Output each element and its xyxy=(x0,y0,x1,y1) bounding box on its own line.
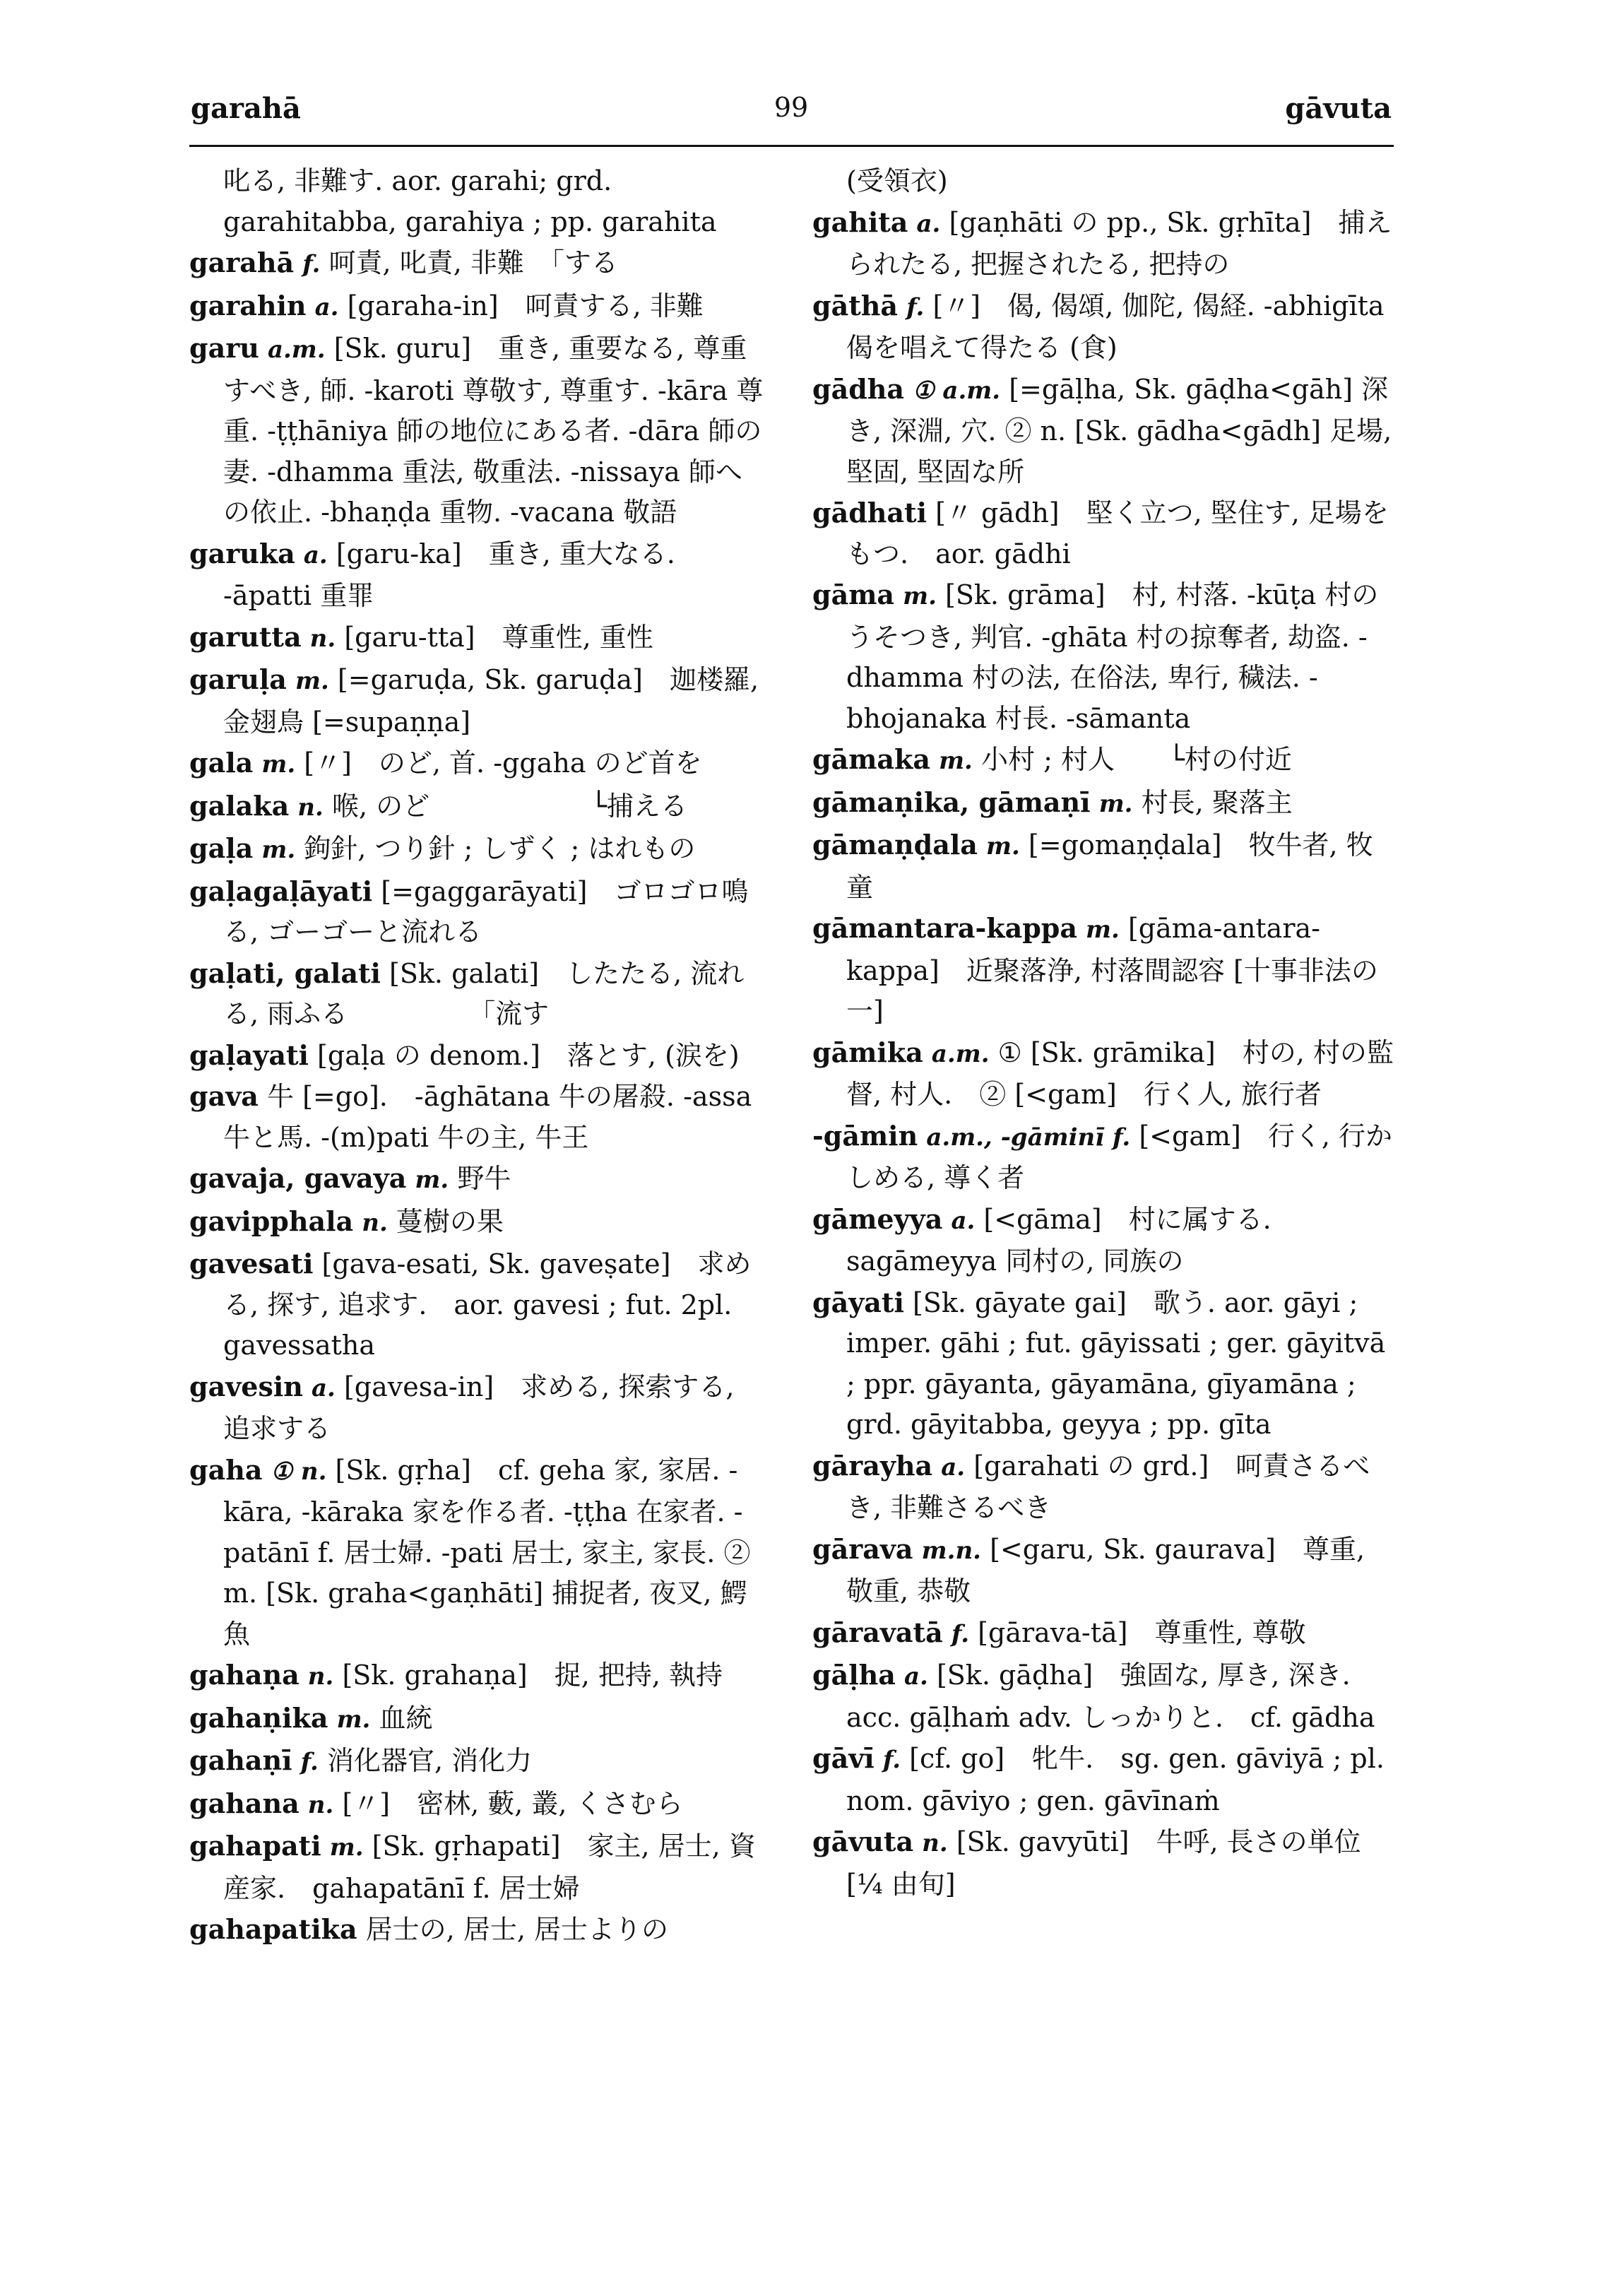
entry-grammar: a. xyxy=(951,1206,976,1235)
entry-headword: gārayha xyxy=(812,1449,933,1482)
dictionary-entry xyxy=(189,1783,769,1826)
dictionary-entry xyxy=(812,782,1399,825)
entry-definition: 小村 ; 村人 └村の付近 xyxy=(980,744,1292,775)
entry-headword: garu xyxy=(189,332,259,364)
entry-grammar: n. xyxy=(309,624,336,653)
entry-grammar: m. xyxy=(295,667,329,695)
left-column xyxy=(189,161,769,1951)
entry-definition: 村長, 聚落主 xyxy=(1141,786,1293,818)
entry-grammar: n. xyxy=(307,1662,334,1691)
entry-grammar: a.m., -gāminī f. xyxy=(926,1123,1131,1152)
dictionary-entry xyxy=(812,1199,1399,1282)
entry-definition: (受領衣) xyxy=(846,165,948,196)
entry-grammar: m. xyxy=(415,1166,449,1194)
entry-headword: gahapati xyxy=(189,1830,321,1862)
entry-headword: garahin xyxy=(189,289,307,321)
entry-headword: gādha xyxy=(812,372,905,405)
dictionary-entry xyxy=(812,285,1399,369)
entry-grammar: f. xyxy=(882,1746,901,1774)
entry-headword: gahita xyxy=(812,206,908,238)
entry-definition: 喉, のど └捕える xyxy=(331,790,687,822)
entry-definition: [〃] 密林, 藪, 叢, くさむら xyxy=(342,1787,683,1819)
entry-headword: gaḷagaḷāyati xyxy=(189,875,373,907)
entry-definition: 呵責, 叱責, 非難 「する xyxy=(328,247,618,278)
entry-grammar: m. xyxy=(329,1833,364,1862)
entry-headword: gahana xyxy=(189,1787,300,1819)
entry-grammar: m. xyxy=(986,832,1020,861)
entry-headword: gahaṇika xyxy=(189,1701,328,1734)
entry-headword: gaḷayati xyxy=(189,1039,309,1071)
dictionary-entry xyxy=(812,1282,1399,1445)
entry-headword: garutta xyxy=(189,620,302,653)
dictionary-entry xyxy=(812,908,1399,1032)
entry-grammar: n. xyxy=(307,1790,334,1819)
entry-definition: [Sk. grāma] 村, 村落. -kūṭa 村のうそつき, 判官. -ghāta 村の掠奪者, 劫盗. -dhamma 村の法, 在俗法, 卑行, 穢法. -bhojanaka 村長. -sāmanta xyxy=(846,579,1379,734)
entry-grammar: m.n. xyxy=(921,1536,982,1565)
dictionary-entry xyxy=(189,659,769,743)
entry-headword: gāmika xyxy=(812,1036,923,1068)
entry-grammar: a. xyxy=(903,1662,928,1691)
entry-definition: [garahati の grd.] 呵責さるべき, 非難さるべき xyxy=(846,1450,1370,1523)
entry-headword: gaḷa xyxy=(189,832,254,864)
entry-definition: [Sk. gavyūti] 牛呼, 長さの単位 [¼ 由旬] xyxy=(846,1826,1361,1900)
dictionary-entry xyxy=(812,1445,1399,1529)
entry-headword: -gāmin xyxy=(812,1119,918,1152)
entry-definition: ① [Sk. grāmika] 村の, 村の監督, 村人. ② [<gam] 行く人, 旅行者 xyxy=(846,1036,1394,1110)
dictionary-entry xyxy=(189,285,769,329)
right-guide-word: gāvuta xyxy=(1285,92,1392,125)
entry-headword: gahapatika xyxy=(189,1913,357,1945)
entry-definition: [〃] 偈, 偈頌, 伽陀, 偈経. -abhigīta 偈を唱えて得たる (食) xyxy=(846,290,1385,363)
entry-definition: [=gomaṇḍala] 牧牛者, 牧童 xyxy=(846,829,1373,903)
dictionary-entry xyxy=(189,1909,769,1951)
entry-grammar: m. xyxy=(1098,789,1133,818)
dictionary-entry xyxy=(812,369,1399,493)
entry-grammar: m. xyxy=(939,747,973,775)
entry-headword: gaha xyxy=(189,1453,263,1486)
entry-headword: gādhati xyxy=(812,497,927,528)
entry-grammar: m. xyxy=(1086,916,1120,944)
entry-headword: gārava xyxy=(812,1532,913,1565)
right-column xyxy=(812,161,1399,1905)
dictionary-entry xyxy=(189,1366,769,1450)
dictionary-entry xyxy=(189,1243,769,1366)
entry-headword: gāvī xyxy=(812,1742,875,1774)
entry-grammar: a.m. xyxy=(267,336,326,364)
left-guide-word: garahā xyxy=(191,92,301,125)
entry-grammar: n. xyxy=(362,1208,388,1237)
entry-headword: galaka xyxy=(189,789,290,822)
entry-headword: gahaṇī xyxy=(189,1744,292,1776)
entry-definition: 鉤針, つり針 ; しずく ; はれもの xyxy=(304,833,696,864)
entry-definition: 蔓樹の果 xyxy=(396,1205,504,1237)
dictionary-entry xyxy=(189,1740,769,1783)
dictionary-entry xyxy=(189,1035,769,1077)
dictionary-entry xyxy=(812,1612,1399,1655)
entry-definition: [gārava-tā] 尊重性, 尊敬 xyxy=(978,1616,1306,1648)
entry-definition: [〃] のど, 首. -ggaha のど首を xyxy=(304,747,702,779)
entry-definition: [=gāḷha, Sk. gāḍha<gāh] 深き, 深淵, 穴. ② n. [Sk. gādha<gādh] 足場, 堅固, 堅固な所 xyxy=(846,373,1392,487)
entry-grammar: ① a.m. xyxy=(913,376,1001,405)
entry-headword: gāvuta xyxy=(812,1826,914,1857)
dictionary-entry xyxy=(189,1076,769,1158)
entry-definition: [Sk. gṛha] cf. geha 家, 家居. -kāra, -kāraka 家を作る者. -ṭṭha 在家者. -patānī f. 居士婦. -pati 居士, 家主, 家長. ② m. [Sk. graha<gaṇhāti] 捕捉者, 夜叉, 鰐魚 xyxy=(223,1454,751,1650)
dictionary-entry xyxy=(812,161,1399,202)
entry-grammar: a. xyxy=(303,540,328,569)
entry-definition: [gavesa-in] 求める, 探索する, 追求する xyxy=(223,1371,735,1444)
dictionary-entry xyxy=(189,786,769,829)
entry-grammar: n. xyxy=(297,793,324,822)
entry-headword: gāravatā xyxy=(812,1616,943,1648)
page-header xyxy=(191,92,1392,141)
entry-grammar: m. xyxy=(903,582,937,610)
entry-definition: [Sk. grahaṇa] 捉, 把持, 執持 xyxy=(342,1660,723,1691)
dictionary-entry xyxy=(812,1655,1399,1738)
entry-definition: [<gāma] 村に属する. sagāmeyya 同村の, 同族の xyxy=(846,1203,1272,1277)
entry-headword: gāmeyya xyxy=(812,1202,943,1235)
entry-definition: [=gaggarāyati] ゴロゴロ鳴る, ゴーゴーと流れる xyxy=(223,875,749,947)
entry-headword: gāthā xyxy=(812,289,898,321)
entry-definition: [Sk. galati] したたる, 流れる, 雨ふる 「流す xyxy=(223,957,745,1029)
dictionary-entry xyxy=(812,1529,1399,1612)
dictionary-entry xyxy=(812,492,1399,574)
entry-grammar: a.m. xyxy=(931,1039,990,1068)
entry-headword: garuḷa xyxy=(189,663,287,695)
dictionary-entry xyxy=(189,242,769,285)
entry-definition: 居士の, 居士, 居士よりの xyxy=(365,1914,668,1945)
entry-definition: 野牛 xyxy=(457,1163,511,1194)
entry-definition: [gava-esati, Sk. gaveṣate] 求める, 探す, 追求す. aor. gavesi ; fut. 2pl. gavessatha xyxy=(223,1248,752,1361)
dictionary-entry xyxy=(189,533,769,617)
entry-grammar: ① n. xyxy=(271,1457,327,1486)
entry-definition: [gaṇhāti の pp., Sk. gṛhīta] 捕えられたる, 把握されたる, 把持の xyxy=(846,206,1392,280)
entry-grammar: m. xyxy=(261,836,296,864)
entry-grammar: a. xyxy=(312,1373,336,1402)
entry-definition: [Sk. guru] 重き, 重要なる, 尊重すべき, 師. -karoti 尊敬す, 尊重す. -kāra 尊重. -ṭṭhāniya 師の地位にある者. -dāra 師の妻. -dhamma 重法, 敬重法. -nissaya 師への依止. -bhaṇḍa 重物. -vacana 敬語 xyxy=(223,333,764,528)
entry-definition: [gāma-antara-kappa] 近聚落浄, 村落間認容 [十事非法の一] xyxy=(846,913,1378,1027)
entry-definition: [〃 gādh] 堅く立つ, 堅住す, 足場をもつ. aor. gādhi xyxy=(846,497,1389,569)
dictionary-entry xyxy=(189,1655,769,1698)
entry-headword: gavesin xyxy=(189,1370,303,1402)
entry-definition: 消化器官, 消化力 xyxy=(326,1745,533,1776)
dictionary-entry xyxy=(189,953,769,1035)
entry-grammar: a. xyxy=(314,292,339,321)
entry-headword: gāmaṇika, gāmaṇī xyxy=(812,786,1091,818)
entry-headword: gavesati xyxy=(189,1248,314,1279)
dictionary-entry xyxy=(189,1450,769,1655)
dictionary-entry xyxy=(812,1032,1399,1116)
entry-headword: gaḷati, galati xyxy=(189,957,381,989)
entry-definition: [<gam] 行く, 行かしめる, 導く者 xyxy=(846,1120,1392,1193)
entry-grammar: a. xyxy=(941,1453,966,1482)
dictionary-entry xyxy=(189,743,769,786)
entry-grammar: m. xyxy=(336,1705,371,1734)
entry-grammar: a. xyxy=(916,209,941,238)
entry-definition: [garu-tta] 尊重性, 重性 xyxy=(344,621,653,653)
entry-grammar: f. xyxy=(906,292,925,321)
entry-headword: gahaṇa xyxy=(189,1659,300,1691)
dictionary-entry xyxy=(189,1826,769,1909)
entry-definition: [<garu, Sk. gaurava] 尊重, 敬重, 恭敬 xyxy=(846,1533,1365,1607)
entry-headword: gava xyxy=(189,1080,259,1112)
dictionary-entry xyxy=(812,1116,1399,1199)
entry-definition: [cf. go] 牝牛. sg. gen. gāviyā ; pl. nom. gāviyo ; gen. gāvīnaṁ xyxy=(846,1743,1385,1816)
entry-headword: gāmaka xyxy=(812,743,930,775)
entry-grammar: n. xyxy=(922,1829,948,1857)
entry-headword: gāmantara-kappa xyxy=(812,912,1077,944)
dictionary-entry xyxy=(812,1821,1399,1905)
dictionary-entry xyxy=(812,202,1399,285)
entry-grammar: m. xyxy=(261,750,296,779)
header-rule xyxy=(189,145,1394,147)
entry-grammar: f. xyxy=(300,1748,319,1776)
page-number: 99 xyxy=(774,92,809,123)
dictionary-entry xyxy=(189,1201,769,1244)
dictionary-entry xyxy=(189,328,769,533)
entry-grammar: f. xyxy=(302,250,321,278)
entry-definition: [Sk. gāḍha] 強固な, 厚き, 深き. acc. gāḷhaṁ adv. しっかりと. cf. gādha xyxy=(846,1660,1377,1733)
entry-grammar: f. xyxy=(951,1619,970,1648)
entry-headword: gala xyxy=(189,747,254,779)
entry-headword: gavipphala xyxy=(189,1205,354,1237)
entry-headword: gavaja, gavaya xyxy=(189,1162,407,1194)
entry-definition: [gaḷa の denom.] 落とす, (涙を) xyxy=(317,1039,740,1071)
dictionary-entry xyxy=(812,574,1399,739)
entry-definition: [Sk. gāyate gai] 歌う. aor. gāyi ; imper. gāhi ; fut. gāyissati ; ger. gāyitvā ; ppr. gāyanta, gāyamāna, gīyamāna ; grd. gāyitabba, geyya ; pp. gīta xyxy=(846,1287,1386,1440)
entry-definition: [=garuḍa, Sk. garuḍa] 迦楼羅, 金翅鳥 [=supaṇṇa] xyxy=(223,664,759,738)
entry-headword: gāma xyxy=(812,579,895,610)
entry-definition: [garaha-in] 呵責する, 非難 xyxy=(347,290,704,321)
dictionary-entry xyxy=(189,1698,769,1741)
dictionary-entry xyxy=(812,1738,1399,1821)
entry-definition: 牛 [=go]. -āghātana 牛の屠殺. -assa 牛と馬. -(m)pati 牛の主, 牛王 xyxy=(223,1081,752,1153)
dictionary-entry xyxy=(189,1158,769,1201)
dictionary-entry xyxy=(189,871,769,953)
dictionary-entry xyxy=(812,824,1399,908)
entry-headword: garuka xyxy=(189,537,295,569)
entry-definition: 叱る, 非難す. aor. garahi; grd. garahitabba, garahiya ; pp. garahita xyxy=(223,165,717,237)
entry-definition: [garu-ka] 重き, 重大なる. -āpatti 重罪 xyxy=(223,538,675,611)
entry-headword: gāmaṇḍala xyxy=(812,829,978,861)
dictionary-entry xyxy=(812,739,1399,782)
entry-definition: 血統 xyxy=(379,1702,433,1734)
entry-definition: [Sk. gṛhapati] 家主, 居士, 資産家. gahapatānī f. 居士婦 xyxy=(223,1831,756,1904)
entry-headword: gāḷha xyxy=(812,1659,896,1691)
entry-headword: gāyati xyxy=(812,1286,904,1318)
dictionary-entry xyxy=(189,161,769,242)
dictionary-entry xyxy=(189,617,769,660)
dictionary-entry xyxy=(189,828,769,871)
entry-headword: garahā xyxy=(189,247,295,278)
